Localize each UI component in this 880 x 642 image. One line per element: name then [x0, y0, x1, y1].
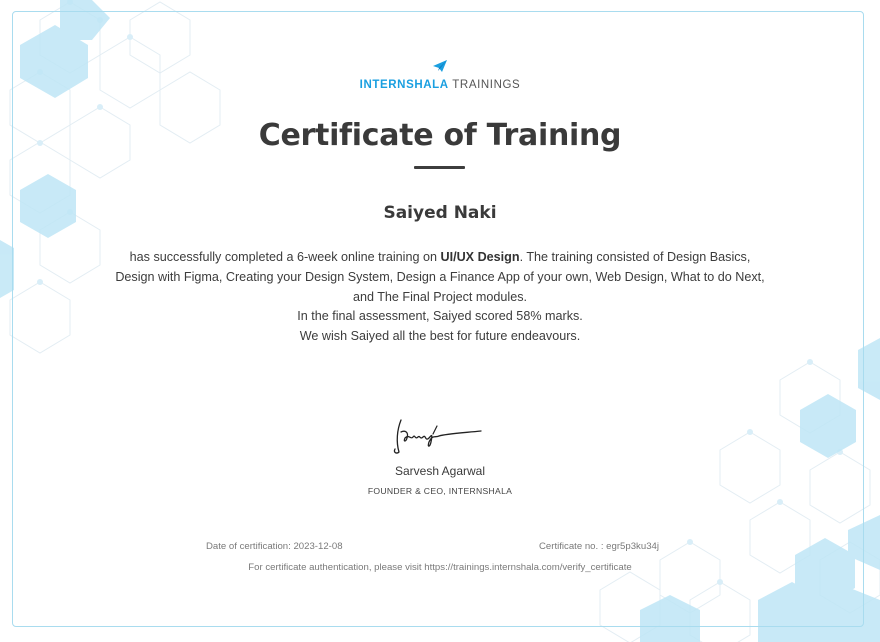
- assessment-line: In the final assessment, Saiyed scored 58% marks.: [297, 309, 583, 324]
- body-modules: . The training consisted of Design Basics, Design with Figma, Creating your Design System, Design a Finance App of your own, Web Design, What to do Next, and The Final Project modules.: [115, 250, 765, 304]
- logo-text-shala: SHALA: [406, 79, 449, 91]
- logo-text-intern: INTERN: [359, 79, 407, 91]
- signature: [387, 412, 487, 458]
- logo-text-trainings: TRAININGS: [448, 79, 521, 91]
- logo-wordmark: [360, 79, 521, 91]
- title-underline: [414, 166, 465, 169]
- paper-plane-icon: [432, 60, 448, 72]
- signatory-role: FOUNDER & CEO, INTERNSHALA: [367, 486, 513, 496]
- internshala-logo: [0, 60, 880, 92]
- certificate-number: Certificate no. : egr5p3ku34j: [539, 541, 659, 552]
- wish-line: We wish Saiyed all the best for future endeavours.: [299, 329, 581, 344]
- body-intro: has successfully completed a 6-week online training on: [129, 250, 441, 264]
- certificate-body: [110, 248, 770, 347]
- certification-date: Date of certification: 2023-12-08: [206, 541, 343, 552]
- signatory-name: Sarvesh Agarwal: [394, 464, 486, 478]
- recipient-name: Saiyed Naki: [383, 203, 497, 223]
- course-name: UI/UX Design: [440, 250, 520, 264]
- authentication-note: For certificate authentication, please visit https://trainings.internshala.com/verify_certificate: [248, 562, 632, 573]
- certificate-title: Certificate of Training: [258, 118, 622, 153]
